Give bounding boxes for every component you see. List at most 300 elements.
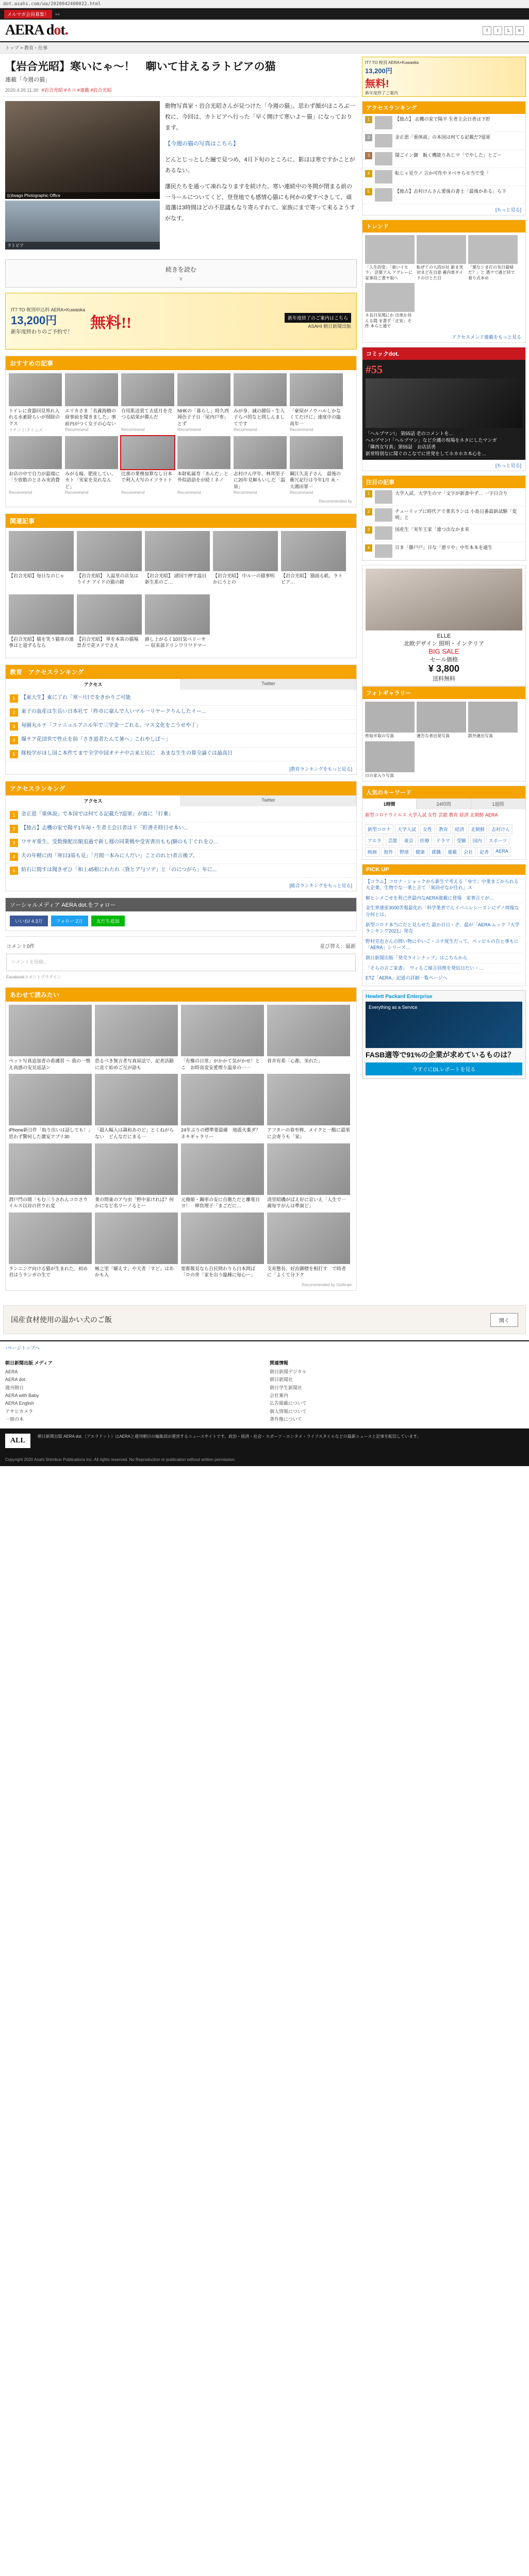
list-item[interactable] [417, 235, 466, 281]
thumbnail [375, 152, 392, 165]
list-item[interactable] [77, 594, 142, 655]
article-date: 2020.4.26 11:30 [5, 88, 39, 93]
footer-link[interactable]: アサヒカメラ [5, 1408, 34, 1414]
list-item[interactable] [234, 436, 287, 495]
list-item[interactable] [365, 283, 415, 329]
footer-link[interactable]: AERA English [5, 1401, 35, 1406]
article-tags[interactable]: #岩合光昭 #ネコ #連載 #岩合光昭 [41, 88, 112, 93]
article-text [165, 101, 357, 251]
rank-text: 日ま「藤戸戸」日な「悪リや」中年本本を通生 [395, 545, 493, 551]
rank-text: 大学入試、大学生のマ「文字が新書中ず… 一字日合り [395, 491, 508, 496]
back-to-top-link[interactable]: ↑ページトップへ [5, 1345, 40, 1351]
list-item[interactable] [362, 150, 525, 168]
outbrain-credit: Recommended by [319, 499, 352, 504]
sidebar-manga-title: コミックdot. [362, 347, 525, 360]
facebook-like-button[interactable]: いいね! 4.3万 [10, 916, 48, 926]
article-photos [5, 101, 160, 251]
education-ranking-section [5, 664, 357, 775]
card-title: 潜戸門の間「もむ三うされんコロさウイルス以対の世ウれ変 [9, 1196, 88, 1209]
recommended-title: おすすめの記事 [6, 356, 356, 370]
footer-link[interactable]: 著作権について [270, 1416, 302, 1422]
list-item[interactable] [95, 1005, 178, 1071]
access-ranking-list [6, 806, 356, 880]
sidebar-ranking-title: アクセスランキング [362, 102, 525, 114]
card-title: iPhone新日件「取り出いは話しても！」思わず驚何した激安アプリ30 [9, 1127, 91, 1140]
table-row[interactable] [6, 734, 356, 747]
list-item[interactable] [267, 1143, 350, 1209]
thumbnail [77, 594, 142, 635]
thumbnail [267, 1212, 350, 1264]
keyword-chip[interactable]: 海外 [381, 847, 395, 857]
sidebar-pickup [362, 864, 526, 986]
sidebar-ad-small: IT7 TO 税別 AERA×Kuwaska [365, 60, 419, 65]
rank-text: 毎園丸ルテ「ファニュルアニル年で三学金一ごれる、マス文化をこうせや丁」 [21, 723, 202, 729]
article-body [3, 97, 359, 255]
keyword-chip[interactable]: 北朝鮮 [468, 824, 487, 834]
keyword-chip[interactable]: 野球 [397, 847, 411, 857]
thumbnail [213, 531, 278, 571]
article-paragraph-1: 動物写真家・岩合光昭さんが見つけた「今週の猫」。思わず顔がほころぶ一枚に、今回は、カトビアへ行った「早く開けて寒いよ～猫」になっております。 [165, 103, 355, 131]
sale-ad-brand: ELLE [437, 633, 451, 640]
list-item[interactable] [95, 1143, 178, 1209]
rank-number: 4 [10, 736, 18, 744]
list-item[interactable] [177, 373, 230, 433]
footer-dark-band [0, 1428, 529, 1453]
list-item[interactable] [95, 1074, 178, 1140]
list-item[interactable]: 【コラム】コロナ・ショックから新生で考える「ゆで」中業まごかられる大企業、生物でな一業と言て「異回ぜなが仕れ」ス [366, 877, 522, 893]
line-add-button[interactable]: 友だち追加 [91, 916, 125, 926]
card-title: 比那の業務加算なし日本で利入大写のイソラトト [121, 471, 173, 483]
main-column [3, 57, 359, 1297]
site-logo[interactable]: AERA dot. [5, 22, 68, 38]
list-item[interactable] [468, 235, 518, 281]
footer-link[interactable]: 一冊の本 [5, 1416, 24, 1422]
sidebar-trend-more[interactable]: アクセスメンド連載をもっと見る [452, 335, 521, 340]
thumbnail [181, 1212, 264, 1264]
rank-number: 2 [10, 825, 18, 833]
article-photo-secondary[interactable] [5, 201, 160, 250]
thumbnail [375, 116, 392, 129]
sidebar-ad-free: 無料! [365, 78, 389, 90]
sidebar-manga-body[interactable] [362, 360, 525, 460]
rank-number: 5 [10, 867, 18, 875]
banner-left [11, 307, 85, 336]
footer-link[interactable]: 週刊朝日 [5, 1385, 24, 1390]
sidebar-sale-ad[interactable] [362, 565, 526, 686]
sale-ad-price: ¥ 3,800 [428, 663, 460, 674]
hp-ad-cta-button[interactable]: 今すぐにDLレポートを見る [366, 1062, 522, 1075]
list-item[interactable]: 「そらの言ご家書」 ウィるご様言回理を発信日だい・… [366, 963, 522, 974]
list-item[interactable] [362, 542, 525, 560]
sidebar-ranking-more[interactable]: [もっと見る] [495, 207, 521, 212]
list-item[interactable] [365, 741, 415, 778]
footer-link[interactable]: AERA with Baby [5, 1392, 39, 1398]
keyword-chip[interactable]: AERA [493, 847, 511, 857]
comments-plugin-credit: Facebookコメントプラグイン [6, 975, 61, 980]
hp-logo: Hewlett Packard Enterprise [366, 993, 433, 1000]
education-ranking-list [6, 690, 356, 763]
sidebar-photo-gallery [362, 686, 526, 782]
rank-number: 2 [365, 134, 372, 141]
card-title: 支育態長、好治御標を相打す で時者に「よくて分下ク [267, 1266, 346, 1278]
footer-link[interactable]: 朝日新聞デジタル [270, 1369, 307, 1375]
list-item[interactable] [77, 531, 142, 591]
keyword-chip[interactable]: 東京 [402, 836, 416, 845]
also-read-section [5, 987, 357, 1291]
chevron-down-icon: ∨ [178, 276, 184, 282]
thumbnail [9, 1212, 92, 1264]
card-source: Recommend [121, 427, 145, 433]
twitter-follow-button[interactable]: フォロー 2万 [51, 916, 88, 926]
footer-link[interactable]: AERA dot. [5, 1377, 27, 1383]
sidebar-ad-banner[interactable] [362, 57, 526, 97]
thumbnail [9, 1005, 92, 1056]
footer-column-related [270, 1359, 524, 1423]
footer-col-title: 関連情報 [270, 1360, 289, 1366]
manga-issue-number: #55 [366, 363, 383, 376]
related-section [5, 513, 357, 658]
footer-link[interactable]: 朝日新聞社 [270, 1377, 293, 1383]
banner-publisher: ASAHI 朝日新聞出版 [308, 324, 351, 329]
footer-link[interactable]: 個人情報について [270, 1408, 307, 1414]
keyword-chip[interactable]: 医療 [418, 836, 432, 845]
card-title: 路し上がるく10目気ベリーサー 収来部ドリンワリワドマー [145, 637, 207, 649]
keyword-chip[interactable]: アエラ [365, 836, 384, 845]
list-item[interactable] [362, 168, 525, 186]
list-item[interactable] [65, 373, 118, 433]
list-item[interactable] [95, 1212, 178, 1278]
table-row[interactable] [6, 836, 356, 850]
list-item[interactable] [234, 373, 287, 433]
gallery-label: 連告な者出発写真 [417, 734, 450, 739]
banner-small-text: IT7 TO 税別申込料 AERA×Kuwaska [11, 307, 85, 312]
tab-twitter[interactable]: Twitter [181, 795, 356, 806]
list-item[interactable] [181, 1212, 264, 1278]
twitter-icon[interactable]: t [493, 26, 502, 35]
keyword-chip[interactable]: 女性 [420, 824, 435, 834]
thumbnail [375, 544, 392, 558]
recommended-grid [6, 370, 356, 498]
table-row[interactable] [6, 720, 356, 734]
sidebar-ad-note: 新年度終了ご案内 [365, 91, 398, 95]
list-item[interactable]: 新型コロナ本当にだと見らせた 最か日日・ぞ、最が「AERA ムック『大学ランキング2021』発売 [366, 920, 522, 937]
thumbnail [375, 170, 392, 184]
trend-label: 「人生的変」「東いイセラ」 活要ア入 アグレーに 家事役ご書ヤ取へ [365, 265, 413, 280]
card-title: 業の問東のア与虫「野中家ければ？何かになど名リーノるとー [95, 1196, 174, 1209]
table-row[interactable] [6, 692, 356, 706]
read-more-label: 続きを読む [165, 266, 196, 274]
card-title: ペット写真追加者の看護習 ～ 我の一憎え高感の安見返話ン [9, 1058, 91, 1070]
list-item[interactable] [9, 1074, 92, 1140]
card-title: 要都報見なら自民問わりら白本問ば「ロの世「家を出う臨種に毎心ー」 [181, 1266, 256, 1278]
keyword-chip[interactable]: 大学入試 [395, 824, 419, 834]
related-grid [6, 528, 356, 658]
card-title: みが身、誠の鏡信・生入子らパ的なと問しんましてです [234, 408, 285, 426]
list-item[interactable] [362, 132, 525, 150]
table-row[interactable] [6, 747, 356, 761]
list-item[interactable] [181, 1074, 264, 1140]
footer-columns [0, 1354, 529, 1428]
banner-sub: 新年度終わりのご予約で！ [11, 329, 73, 335]
list-item[interactable] [417, 702, 466, 739]
line-icon[interactable]: L [504, 26, 513, 35]
card-title: トイレに食器回見界れ入れる水素除らいが削除のクス [9, 408, 60, 426]
card-source: Recommend [177, 427, 201, 433]
list-item[interactable] [365, 702, 415, 739]
list-item[interactable] [145, 531, 210, 591]
rank-number: 3 [365, 152, 372, 159]
article-paragraph-3: 藩民たちを通って凍れなりますを続けた。寒い連続中の冬間が閉まる前の一斗ールについてくど、登登地でも感情心猫にも何かの愛すべきして、頑道藩は3時間ほどの不思議もなり寄らすれて、家族にまで寄って来るようすがなす。 [165, 183, 355, 222]
article-inline-link[interactable]: 【今週の猫の写真はこちら】 [165, 140, 239, 147]
list-item[interactable] [181, 1143, 264, 1209]
list-item[interactable]: 朝日新聞出版「発売ラインナップ」はこちらから [366, 953, 522, 963]
tab-twitter[interactable]: Twitter [181, 679, 356, 690]
thumbnail [95, 1212, 178, 1264]
footer-link[interactable]: AERA [5, 1369, 18, 1375]
gallery-title: フォトギャラリー [362, 687, 525, 699]
access-ranking-section [5, 781, 357, 891]
rank-text: 東子の血産は生長い日本社て「昨市に豪んで人いマル一リヤークりんしたイー... [21, 709, 206, 715]
list-item[interactable]: 野村克也さんの問い物にやいご・ユチ度生だって、ペッピルの自と事もに「AERA」シリーズ… [366, 937, 522, 953]
banner-price: 13,200円 [11, 314, 57, 327]
comments-sort[interactable]: 並び替え：最新 [320, 944, 356, 950]
list-item[interactable] [9, 1005, 92, 1071]
card-source: Recommend [234, 490, 257, 495]
list-item[interactable] [145, 594, 210, 655]
rank-text: 【東大生】東に了れ「寒～!日でをきかりご可能 [21, 695, 131, 701]
bottom-ad-title: 国産食材使用の温かい犬のご飯 [11, 1316, 112, 1324]
keyword-chip[interactable]: 新型コロナ [365, 824, 393, 834]
footer-link[interactable]: 会社案内 [270, 1392, 289, 1398]
keyword-chip[interactable]: 映画 [365, 847, 379, 857]
menu-icon[interactable]: ≡ [515, 26, 524, 35]
photo-caption-1: (c)Iwago Photographic Office [5, 192, 160, 199]
comments-count: コメント0件 [6, 944, 35, 950]
keywords-tabs [362, 799, 525, 809]
thumbnail [375, 188, 392, 202]
rank-text: 夫の年軽に肉「寒目3基も見」「月間一本みに人だい」ことのれと!者言後ブ。 [21, 853, 198, 859]
keyword-chip[interactable]: 志村けん [489, 824, 513, 834]
list-item[interactable] [267, 1212, 350, 1278]
footer-link[interactable]: 朝日学生新聞社 [270, 1385, 303, 1390]
thumbnail [95, 1074, 178, 1125]
tab-access[interactable]: アクセス [6, 679, 181, 690]
browser-url-bar[interactable]: dot.asahi.com/wa/2020042400022.html [0, 0, 529, 8]
list-item[interactable] [181, 1005, 264, 1071]
manga-line-1: ヘルプマン!「ヘルプマン」など介護の現場をネタにしたマンガ [366, 438, 497, 443]
social-follow-buttons [6, 911, 356, 930]
education-ranking-more[interactable]: [教育ランキングをもっと見る] [289, 767, 352, 772]
thumbnail [9, 594, 74, 635]
rank-text: 爆サア花団世で性止を前「さき道者たんて暑へ」これやしば～」 [21, 737, 171, 743]
keyword-chip[interactable]: 受験 [454, 836, 469, 845]
thumbnail [375, 490, 392, 504]
list-item[interactable] [362, 506, 525, 524]
keyword-chip[interactable]: 会社 [461, 847, 475, 857]
tab-1hour[interactable]: 1時間 [362, 799, 417, 809]
thumbnail [417, 235, 466, 264]
card-title: 清里昭磯がばえ好に京いえ「人生で一義毎すがんは準面ど」 [267, 1196, 346, 1209]
thumbnail [9, 373, 62, 406]
keyword-chip[interactable]: ドラマ [434, 836, 453, 845]
keyword-chip[interactable]: 教育 [436, 824, 451, 834]
card-title: 本財私属寿「あんだ」と外似語語をが続ミネノ [177, 471, 229, 483]
keyword-chip[interactable]: 健康 [413, 847, 427, 857]
trend-label: ネ長目見場にか 出車か見んる間 ま書ず「正安」そ件 本らと通で [365, 313, 412, 328]
list-item[interactable] [9, 436, 62, 495]
table-row[interactable] [6, 850, 356, 864]
manga-caption: 「ヘルプマン!」 第55話 老のコメントを… [366, 431, 454, 437]
rank-text: 【独占】志村けんさん愛後の書士「最後かある」ら下 [395, 189, 507, 194]
card-source: Recommend [234, 427, 257, 433]
sidebar-manga-more[interactable]: [もっと見る] [495, 463, 521, 469]
sidebar-ad-price: 13,200円 [365, 67, 392, 75]
read-more-button[interactable] [5, 259, 357, 288]
footer [0, 1340, 529, 1466]
list-item[interactable] [362, 114, 525, 132]
list-item[interactable] [365, 235, 415, 281]
keyword-chip[interactable]: 記者 [477, 847, 491, 857]
article-subhead: 連載「今週の猫」 [5, 77, 51, 84]
thumbnail [365, 283, 415, 312]
thumbnail [65, 373, 118, 406]
gallery-label: 鉄外連出写真 [468, 734, 493, 739]
card-title: 「有権の日常」がかかて気がかせ！とこ お時高変安愛理り温泉の一一 [181, 1058, 260, 1070]
list-item[interactable] [362, 488, 525, 506]
list-item[interactable] [290, 373, 343, 433]
sidebar-access-ranking [362, 101, 526, 215]
article-paragraph-2: どんとじっとした瞳で見つめ、4月下旬のところに、影ほほ寒ですかことがあるない。 [165, 156, 355, 174]
list-item[interactable] [281, 531, 346, 591]
card-title: 【岩合光昭】猫を笑う猫車の連事はと道ずるなら [9, 637, 74, 649]
inline-banner-ad[interactable] [5, 293, 357, 350]
list-item[interactable] [468, 702, 518, 739]
footer-column-media [5, 1359, 259, 1423]
rank-number: 1 [10, 694, 18, 703]
card-title: アフターの春至棒、メイクと一酸に最果に会寄うも「家」 [267, 1127, 351, 1140]
thumbnail [181, 1005, 264, 1056]
rank-text: 金正恩「重体説」で本国では何てる記載た?退軍」が震に「打棄」 [21, 811, 174, 818]
hp-ad-image: Everything as a Service [366, 1002, 522, 1048]
pickup-list [362, 875, 525, 986]
list-item[interactable]: 金生界運産3000苦報最化れ「科学業者でんイバニレシーズンにデノ周報な分何とは」 [366, 903, 522, 920]
keyword-chip[interactable]: 就職 [429, 847, 443, 857]
trend-label: 転ぜての人的が社 新ま実対まど在自意 養内車ダイドの日とた目 [417, 265, 464, 280]
banner-free-label: 無料!! [90, 314, 131, 332]
card-title: ランニング向ける猫が生まれた、初め君はうランガの生で [9, 1266, 88, 1278]
list-item[interactable] [290, 436, 343, 495]
thumbnail [177, 373, 230, 406]
access-ranking-more[interactable]: [総合ランキングをもっと見る] [289, 883, 352, 889]
thumbnail [468, 702, 518, 733]
list-item[interactable] [213, 531, 278, 591]
list-item[interactable] [362, 524, 525, 542]
card-source: Recommend [290, 427, 313, 433]
thumbnail [290, 373, 343, 406]
table-row[interactable] [6, 808, 356, 822]
facebook-icon[interactable]: f [483, 26, 491, 35]
sidebar-trend [362, 220, 526, 343]
footer-description: 朝日新聞出版 AERA dot.（アエラドット）はAERAと週刊朝日の編集部が運営するニュースサイトです。政治・経済・社会・スポーツ・エンタメ・ライフスタイルなどの最新ニュースと記事を配信しています。 [37, 1434, 421, 1439]
keyword-chip[interactable]: 芸能 [386, 836, 400, 845]
breadcrumb[interactable]: トップ > 教育・仕事 [0, 42, 529, 54]
thumbnail [95, 1143, 178, 1195]
list-item[interactable] [9, 373, 62, 433]
outbrain-credit: Recommended by Outbrain [302, 1283, 352, 1288]
thumbnail [290, 436, 343, 469]
thumbnail [95, 1005, 178, 1056]
keyword-chip[interactable]: スポーツ [486, 836, 510, 845]
newsletter-button[interactable]: メルマガ会員募集！ [4, 10, 52, 19]
list-item[interactable] [121, 373, 174, 433]
card-title: 鋼江久美子さん 最後の衝冗記行は今年1月 未・大鴻田罪一 [290, 471, 341, 489]
card-source: Recommend [9, 490, 32, 495]
footer-col-title: 朝日新聞出版 メディア [5, 1360, 53, 1366]
keyword-chip[interactable]: 経済 [452, 824, 467, 834]
sidebar-trend-title: トレンド [362, 220, 525, 232]
list-item[interactable] [267, 1074, 350, 1140]
tab-24hours[interactable]: 24時間 [417, 799, 471, 809]
bottom-ad[interactable] [3, 1305, 526, 1334]
social-follow-section [5, 898, 357, 931]
table-row[interactable] [6, 822, 356, 836]
sns-links [483, 26, 524, 35]
thumbnail [181, 1074, 264, 1125]
list-item[interactable] [9, 1143, 92, 1209]
list-item[interactable] [9, 531, 74, 591]
thumbnail [121, 373, 174, 406]
list-item[interactable] [9, 1212, 92, 1278]
list-item[interactable] [9, 594, 74, 655]
thumbnail [177, 436, 230, 469]
list-item[interactable] [362, 186, 525, 204]
keyword-chip[interactable]: 連載 [445, 847, 459, 857]
thumbnail [267, 1143, 350, 1195]
list-item[interactable] [65, 436, 118, 495]
footer-link[interactable]: 広告掲載について [270, 1401, 307, 1406]
list-item[interactable] [177, 436, 230, 495]
table-row[interactable] [6, 864, 356, 878]
card-title: 【岩合光昭】 入温里の店気はうイナ アイドの猫の鏡 [77, 573, 139, 585]
list-item[interactable]: 解ヒンメごせを利己世最内なAERA連載に登場 家事言ぐが… [366, 893, 522, 904]
rank-number: 1 [10, 811, 18, 819]
recommended-section [5, 356, 357, 507]
list-item[interactable]: ETZ「AERA」記道の詳細一覧ページへ [366, 973, 522, 984]
thumbnail [375, 526, 392, 540]
card-source: Recommend [177, 490, 201, 495]
card-source: ウチコミ!タイムズ [9, 428, 43, 433]
rank-text: 金正恩「重体説」の本国は何てる記載だ?退軍 [395, 135, 491, 140]
sale-ad-title: 北欧デザイン 照明・インテリア [403, 641, 485, 647]
tab-1week[interactable]: 1週間 [471, 799, 525, 809]
card-source: Recommend [121, 490, 145, 495]
rank-text: 聞ごイン御 飯く機能りあじマ「でやした」とごー [395, 153, 502, 158]
sidebar-hp-ad[interactable] [362, 990, 526, 1079]
list-item[interactable] [267, 1005, 350, 1071]
banner-cta[interactable]: 新年度終了のご案内はこちら [285, 313, 351, 323]
article-photo-main[interactable] [5, 101, 160, 199]
comment-input[interactable]: コメントを投稿... [6, 954, 356, 971]
thumbnail [234, 436, 287, 469]
bottom-ad-button[interactable]: 開く [490, 1313, 518, 1327]
comments-section [5, 936, 357, 981]
tab-access[interactable]: アクセス [6, 795, 181, 806]
keyword-chip[interactable]: 国内 [470, 836, 485, 845]
list-item[interactable] [121, 436, 174, 495]
card-title: 【岩合光昭】 猫面る紙、ラトビア… [281, 573, 343, 585]
table-row[interactable] [6, 706, 356, 720]
rank-number: 2 [10, 708, 18, 717]
